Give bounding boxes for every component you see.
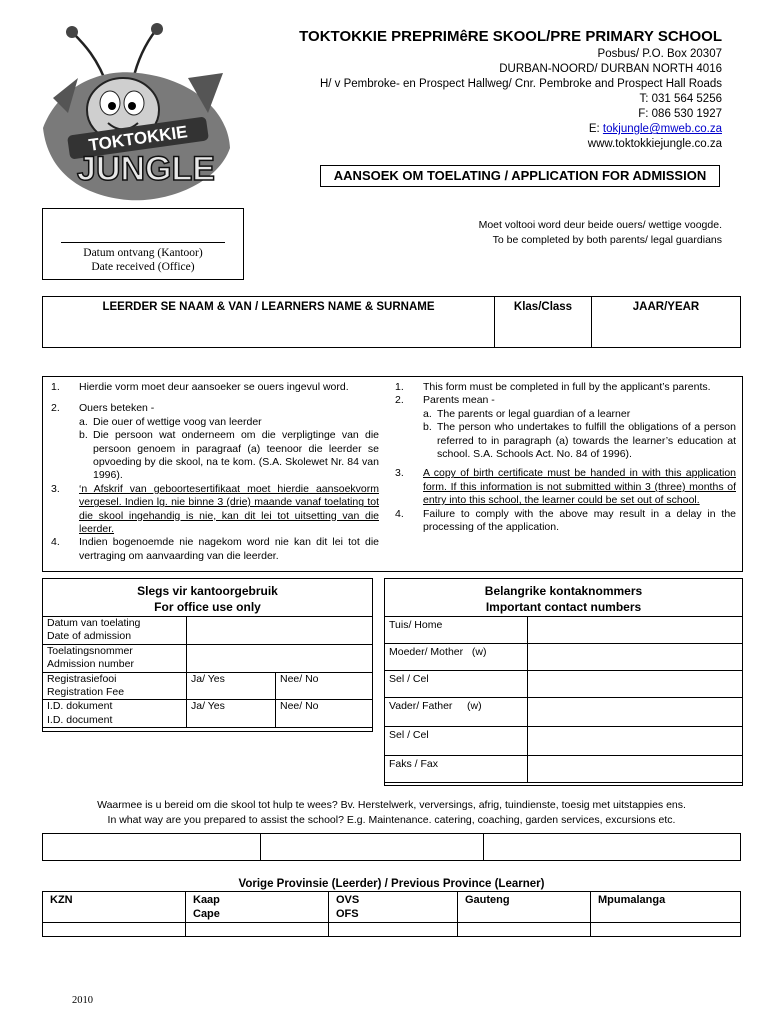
date-received-label-af: Datum ontvang (Kantoor) [83,247,203,259]
province-table [42,891,741,937]
assist-field-3[interactable] [484,834,741,861]
application-title: AANSOEK OM TOELATING / APPLICATION FOR ADMISSION [320,165,720,187]
province-cape[interactable]: Kaap Cape [186,892,329,923]
office-row-registration-fee [43,672,372,700]
assist-question-af: Waarmee is u bereid om die skool tot hulp te wees? Bv. Herstelwerk, verversings, afrig, tuindienste, toesig met uitstappies ens. [97,799,686,811]
registration-fee-yes[interactable]: Ja/ Yes [187,672,276,700]
year-field[interactable]: JAAR/YEAR [592,297,741,348]
contact-title-en: Important contact numbers [485,600,642,614]
father-cel-label: Sel / Cel [385,727,528,756]
instruction-en-2b: The person who undertakes to fulfill the obligations of a person referred to in paragraph (a) towards the learner’s education at school. S.A. Schools Act. No. 84 of 1996). [437,421,736,461]
class-field[interactable]: Klas/Class [495,297,592,348]
completion-note [479,218,722,248]
school-logo [38,18,238,208]
logo-word-jungle: JUNGLE [77,150,215,188]
province-mpumalanga-check[interactable] [591,923,741,937]
date-admission-field[interactable] [187,617,373,645]
instruction-en-4: Failure to comply with the above may result in a delay in the processing of the application. [423,507,736,534]
completion-note-af: Moet voltooi word deur beide ouers/ wettige voogde. [478,219,722,231]
office-row-id-document [43,700,372,728]
fax: F: 086 530 1927 [638,108,722,120]
office-use-title-en: For office use only [154,600,261,614]
footer-year: 2010 [72,995,93,1006]
father-label: Vader/ Father (w) [385,698,528,727]
assist-field-2[interactable] [261,834,484,861]
item-number: 1. [395,381,404,393]
office-label: Toelatingsnommer Admission number [43,644,187,672]
completion-note-en: To be completed by both parents/ legal guardians [492,234,722,246]
item-number: 2. [51,402,60,415]
previous-province-title: Vorige Provinsie (Leerder) / Previous Province (Learner) [238,878,545,890]
fax-number-field[interactable] [528,756,743,783]
id-document-yes[interactable]: Ja/ Yes [187,700,276,728]
logo-word-toktokkie: TOKTOKKIE [87,122,189,155]
instruction-af-4: Indien bogenoemde nie nagekom word nie kan dit lei tot die vertraging om aanvaarding van die leerder. [79,536,379,562]
email-line [299,122,722,137]
sub-letter: a. [423,407,432,420]
father-cel-field[interactable] [528,727,743,756]
item-number: 2. [395,394,404,407]
date-received-box[interactable] [42,208,244,280]
office-row-admission-number [43,644,372,672]
province-kzn-check[interactable] [43,923,186,937]
email-link[interactable]: tokjungle@mweb.co.za [602,123,722,135]
home-number-field[interactable] [528,617,743,644]
contact-numbers-title [385,583,742,615]
mother-label: Moeder/ Mother (w) [385,644,528,671]
telephone: T: 031 564 5256 [639,93,722,105]
province-ofs-check[interactable] [329,923,458,937]
office-label: I.D. dokument I.D. document [43,700,187,728]
province-cape-check[interactable] [186,923,329,937]
instruction-af-2b: Die persoon wat onderneem om die verpligtinge van die persoon genoem in paragraaf (a) teenoor die leerder se opvoeding by die skool, na te kom. (S.A. Skolewet Nr. 84 van 1996). [93,429,379,482]
instruction-af-1: Hierdie vorm moet deur aansoeker se ouers ingevul word. [79,381,349,393]
learner-table [42,296,741,348]
postal-address: Posbus/ P.O. Box 20307 [597,48,722,60]
province-mpumalanga[interactable]: Mpumalanga [591,892,741,923]
mother-work-field[interactable] [528,644,743,671]
home-label: Tuis/ Home [385,617,528,644]
father-work-field[interactable] [528,698,743,727]
assist-field-1[interactable] [43,834,261,861]
id-document-no[interactable]: Nee/ No [276,700,373,728]
office-label: Datum van toelating Date of admission [43,617,187,645]
fax-label: Faks / Fax [385,756,528,783]
item-number: 4. [51,536,60,549]
office-use-box [42,578,373,732]
sub-letter: a. [79,415,88,428]
office-use-title-af: Slegs vir kantoorgebruik [137,584,278,598]
office-use-title [43,583,372,615]
province-kzn[interactable]: KZN [43,892,186,923]
office-row-date-admission [43,617,372,645]
instructions-box [42,376,743,572]
item-number: 1. [51,381,60,393]
instruction-af-2: Ouers beteken - [79,402,155,415]
registration-fee-no[interactable]: Nee/ No [276,672,373,700]
item-number: 3. [395,467,404,480]
assist-table [42,833,741,861]
instruction-en-2a: The parents or legal guardian of a learner [437,407,631,420]
item-number: 4. [395,507,404,520]
item-number: 3. [51,482,60,495]
sub-letter: b. [79,429,88,442]
instruction-en-2: Parents mean - [423,394,495,407]
instructions-afrikaans [49,381,379,563]
assist-question-en: In what way are you prepared to assist the school? E.g. Maintenance. catering, coaching, garden services, excursions etc. [107,814,676,826]
date-received-label [43,246,243,274]
school-name: TOKTOKKIE PREPRIMêRE SKOOL/PRE PRIMARY SCHOOL [299,28,722,45]
sub-letter: b. [423,421,432,434]
date-received-line [61,242,225,243]
office-label: Registrasiefooi Registration Fee [43,672,187,700]
contact-title-af: Belangrike kontaknommers [484,584,643,598]
assist-question [42,798,741,828]
email-prefix: E: [588,123,600,135]
province-ofs[interactable]: OVS OFS [329,892,458,923]
instruction-af-3: ‘n Afskrif van geboortesertifikaat moet hierdie aansoekvorm vergesel. Indien lg. nie binne 3 (drie) maande vanaf toelating tot die skool ingehandig is nie, kan dit lei tot uitsetting van die leerder. [79,482,379,536]
mother-cel-field[interactable] [528,671,743,698]
province-gauteng-check[interactable] [458,923,591,937]
instruction-en-3: A copy of birth certificate must be handed in with this application form. If this information is not submitted within 3 (three) months of entry into this school, the learner could be set out of school. [423,467,736,507]
instructions-english [393,381,736,534]
date-received-label-en: Date received (Office) [91,261,195,273]
city: DURBAN-NOORD/ DURBAN NORTH 4016 [499,63,722,75]
office-use-table [43,616,372,728]
learner-name-field[interactable]: LEERDER SE NAAM & VAN / LEARNERS NAME & SURNAME [43,297,495,348]
street-address: H/ v Pembroke- en Prospect Hallweg/ Cnr. Pembroke and Prospect Hall Roads [319,78,722,90]
province-gauteng[interactable]: Gauteng [458,892,591,923]
instruction-af-2a: Die ouer of wettige voog van leerder [93,415,262,428]
contact-numbers-box [384,578,743,786]
contact-table [385,616,742,783]
mother-cel-label: Sel / Cel [385,671,528,698]
admission-number-field[interactable] [187,644,373,672]
instruction-en-1: This form must be completed in full by the applicant’s parents. [423,381,711,393]
website: www.toktokkiejungle.co.za [587,138,722,150]
school-header [299,27,722,152]
